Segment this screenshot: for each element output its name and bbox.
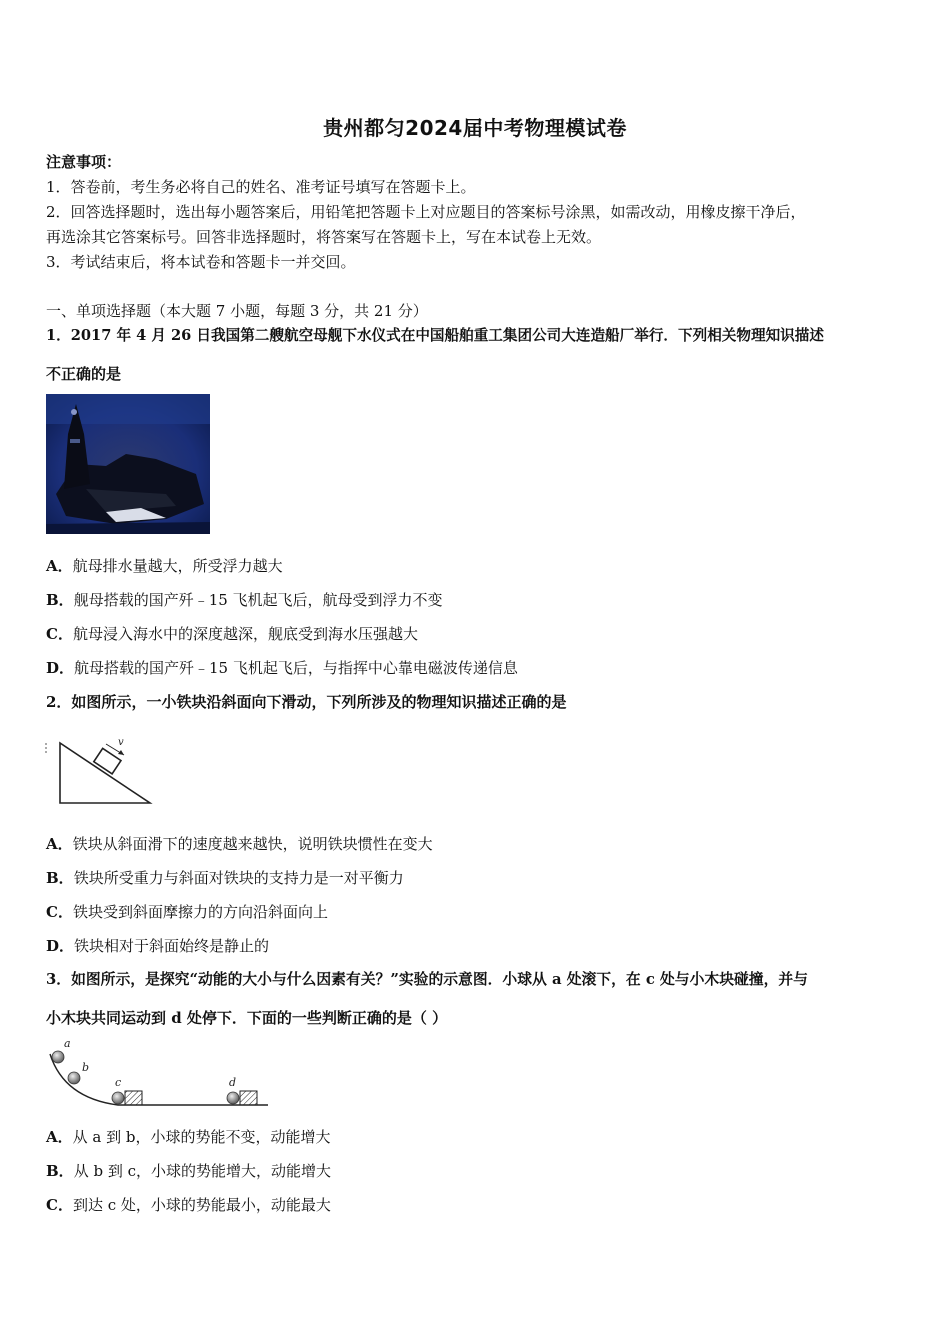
q3-option-b-text: 从 b 到 c，小球的势能增大，动能增大 — [73, 1162, 331, 1180]
incline-figure — [44, 735, 160, 807]
q3-option-a[interactable] — [46, 1127, 331, 1147]
label-c: c — [115, 1076, 122, 1089]
section-heading: 一、单项选择题（本大题 7 小题，每题 3 分，共 21 分） — [46, 302, 428, 320]
q1-option-a-text: 航母排水量越大，所受浮力越大 — [72, 557, 283, 575]
q2-option-d-text: 铁块相对于斜面始终是静止的 — [74, 937, 270, 955]
q1-option-c-text: 航母浸入海水中的深度越深，舰底受到海水压强越大 — [72, 625, 418, 643]
notice-item-2-cont: 再选涂其它答案标号。回答非选择题时，将答案写在答题卡上，写在本试卷上无效。 — [46, 228, 602, 246]
q2-option-b[interactable] — [46, 868, 404, 888]
q2-option-b-text: 铁块所受重力与斜面对铁块的支持力是一对平衡力 — [73, 869, 404, 887]
q1-stem-line2: 不正确的是 — [46, 365, 122, 383]
q1-option-b-text: 舰母搭载的国产歼﹣15 飞机起飞后，航母受到浮力不变 — [73, 591, 443, 609]
q3-option-b[interactable] — [46, 1161, 331, 1181]
q2-option-a[interactable] — [46, 834, 433, 854]
q3-stem-line1: 3．如图所示，是探究“动能的大小与什么因素有关？”实验的示意图．小球从 a 处滚下，在 c 处与小木块碰撞，并与 — [46, 971, 808, 988]
notice-item-2: 2．回答选择题时，选出每小题答案后，用铅笔把答题卡上对应题目的答案标号涂黑，如需改动，用橡皮擦干净后， — [46, 203, 806, 221]
q1-option-a[interactable] — [46, 556, 283, 576]
q2-option-b-letter: B． — [46, 869, 74, 887]
q3-option-c-letter: C． — [46, 1196, 73, 1214]
label-d: d — [229, 1076, 237, 1089]
q3-option-c-text: 到达 c 处，小球的势能最小，动能最大 — [72, 1196, 331, 1214]
velocity-label: v — [118, 737, 124, 748]
q1-option-b[interactable] — [46, 590, 443, 610]
q2-option-d[interactable] — [46, 936, 269, 956]
q3-option-c[interactable] — [46, 1195, 331, 1215]
q2-option-c-text: 铁块受到斜面摩擦力的方向沿斜面向上 — [72, 903, 328, 921]
q2-option-c-letter: C． — [46, 903, 73, 921]
ramp-figure — [44, 1038, 272, 1110]
q1-option-c[interactable] — [46, 624, 418, 644]
q3-option-a-text: 从 a 到 b，小球的势能不变，动能增大 — [72, 1128, 331, 1146]
q3-option-b-letter: B． — [46, 1162, 74, 1180]
label-a: a — [64, 1037, 71, 1050]
q2-option-d-letter: D． — [46, 937, 75, 955]
q1-option-c-letter: C． — [46, 625, 73, 643]
q2-option-a-letter: A． — [46, 835, 73, 853]
q1-option-d[interactable] — [46, 658, 518, 678]
q1-option-d-text: 航母搭载的国产歼﹣15 飞机起飞后，与指挥中心靠电磁波传递信息 — [74, 659, 518, 677]
q1-option-b-letter: B． — [46, 591, 74, 609]
q1-stem-line1: 1．2017 年 4 月 26 日我国第二艘航空母舰下水仪式在中国船舶重工集团公司大连造船厂举行．下列相关物理知识描述 — [46, 327, 824, 344]
notice-item-1: 1．答卷前，考生务必将自己的姓名、准考证号填写在答题卡上。 — [46, 178, 476, 196]
q2-stem: 2．如图所示，一小铁块沿斜面向下滑动，下列所涉及的物理知识描述正确的是 — [46, 693, 567, 711]
notice-heading: 注意事项： — [46, 153, 122, 171]
notice-item-3: 3．考试结束后，将本试卷和答题卡一并交回。 — [46, 253, 356, 271]
q3-stem-line2: 小木块共同运动到 d 处停下．下面的一些判断正确的是（ ） — [46, 1009, 448, 1027]
carrier-photo — [46, 394, 210, 534]
label-b: b — [82, 1061, 90, 1074]
page-title: 贵州都匀2024届中考物理模试卷 — [323, 116, 627, 140]
q1-option-a-letter: A． — [46, 557, 73, 575]
q1-option-d-letter: D． — [46, 659, 75, 677]
q3-option-a-letter: A． — [46, 1128, 73, 1146]
q2-option-a-text: 铁块从斜面滑下的速度越来越快，说明铁块惯性在变大 — [72, 835, 433, 853]
q2-option-c[interactable] — [46, 902, 328, 922]
